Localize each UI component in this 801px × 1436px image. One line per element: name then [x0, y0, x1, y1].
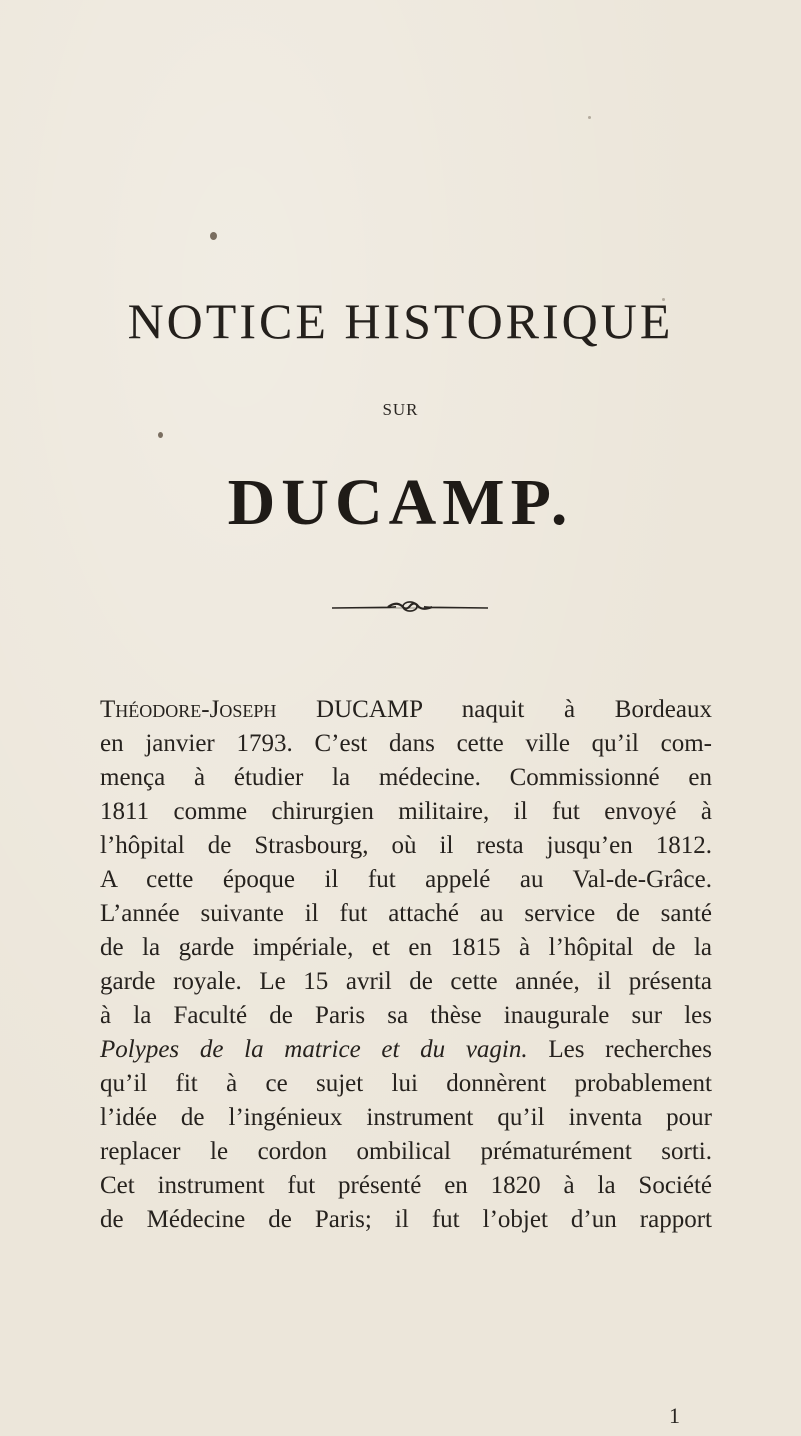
text-line: [100, 829, 712, 863]
flourish-ornament-icon: [330, 598, 490, 616]
text-line: [100, 1203, 712, 1237]
text-line: [100, 693, 712, 727]
text-line: [100, 931, 712, 965]
given-names: Théodore-Joseph: [100, 696, 277, 723]
text-run: de Médecine de Paris; il fut l’objet d’un rapport: [100, 1206, 712, 1233]
text-line: [100, 1169, 712, 1203]
title-connector: SUR: [382, 400, 419, 419]
text-line: [100, 1135, 712, 1169]
subject-name: DUCAMP.: [227, 466, 574, 539]
text-line: [100, 965, 712, 999]
text-run: replacer le cordon ombilical prématurément sorti.: [100, 1138, 712, 1165]
text-run: A cette époque il fut appelé au Val-de-Grâce.: [100, 866, 712, 893]
text-line: [100, 761, 712, 795]
text-run: 1811 comme chirurgien militaire, il fut envoyé à: [100, 798, 712, 825]
text-run: à la Faculté de Paris sa thèse inaugurale sur les: [100, 1002, 712, 1029]
text-run: DUCAMP naquit à Bordeaux: [276, 696, 712, 723]
paper-speck: [210, 232, 217, 240]
text-run: l’idée de l’ingénieux instrument qu’il inventa pour: [100, 1104, 712, 1131]
paper-speck: [158, 432, 163, 438]
text-run: L’année suivante il fut attaché au service de santé: [100, 900, 712, 927]
body-paragraph: [100, 693, 712, 1237]
text-run: en janvier 1793. C’est dans cette ville qu’il com-: [100, 730, 712, 757]
text-run: l’hôpital de Strasbourg, où il resta jusqu’en 1812.: [100, 832, 712, 859]
text-line: [100, 1033, 712, 1067]
text-run: garde royale. Le 15 avril de cette année, il présenta: [100, 968, 712, 995]
text-line: [100, 897, 712, 931]
thesis-title: Polypes de la matrice et du vagin.: [100, 1036, 528, 1063]
text-line: [100, 1067, 712, 1101]
page-number: 1: [669, 1403, 680, 1428]
text-run: Cet instrument fut présenté en 1820 à la Société: [100, 1172, 712, 1199]
text-line: [100, 863, 712, 897]
text-run: mença à étudier la médecine. Commissionné en: [100, 764, 712, 791]
text-line: [100, 999, 712, 1033]
paper-speck: [588, 116, 591, 119]
page-title: NOTICE HISTORIQUE: [127, 293, 674, 349]
text-line: [100, 1101, 712, 1135]
text-run: Les recherches: [527, 1036, 712, 1063]
text-run: qu’il fit à ce sujet lui donnèrent probablement: [100, 1070, 712, 1097]
text-run: de la garde impériale, et en 1815 à l’hôpital de la: [100, 934, 712, 961]
text-line: [100, 727, 712, 761]
text-line: [100, 795, 712, 829]
